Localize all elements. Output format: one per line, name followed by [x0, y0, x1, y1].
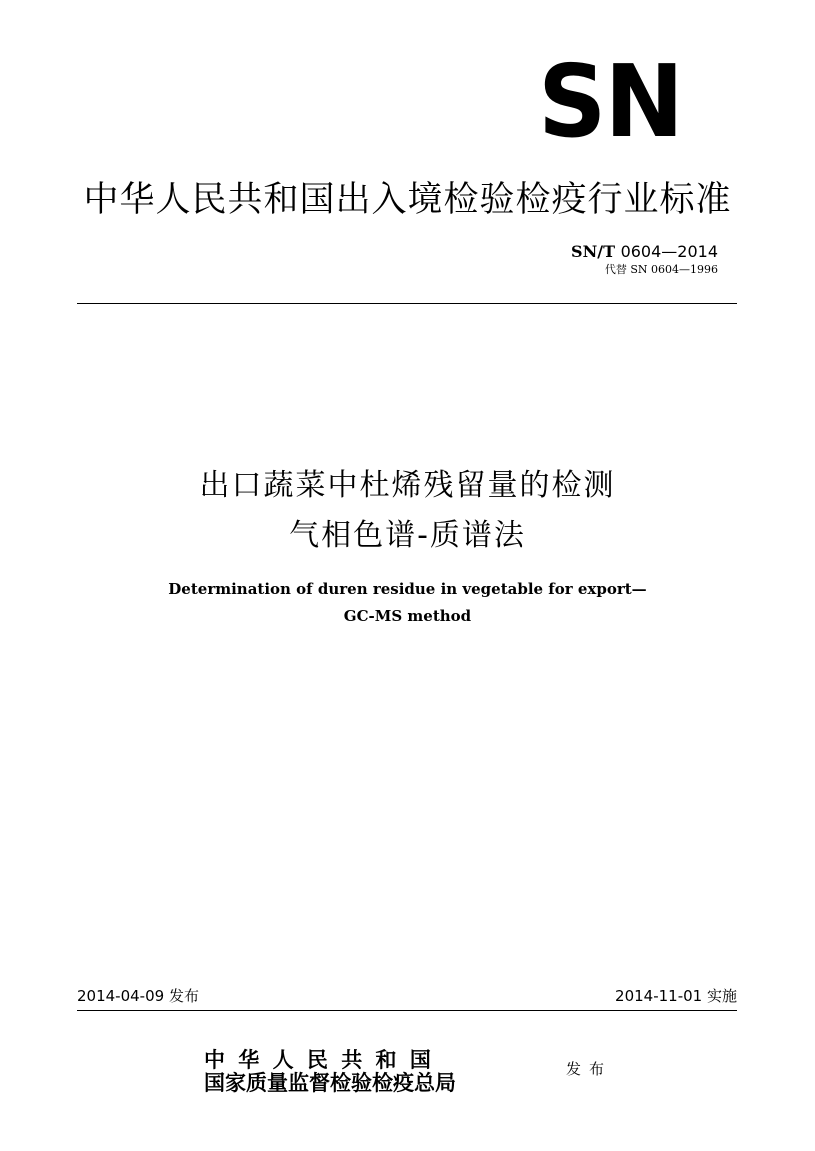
title-cn-line1: 出口蔬菜中杜烯残留量的检测: [199, 468, 616, 503]
replaces-note: 代替 SN 0604—1996: [604, 263, 718, 276]
sn-logo: SN: [538, 43, 683, 160]
issue-date: 2014-04-09 发布: [77, 987, 199, 1005]
issuer-line2: 国家质量监督检验检疫总局: [204, 1070, 456, 1095]
footer-divider: [77, 1010, 737, 1011]
issue-word: 发布: [566, 1060, 613, 1078]
standard-number: [571, 242, 718, 261]
issuer-line1: 中 华 人 民 共 和 国: [204, 1047, 434, 1072]
implement-date: 2014-11-01 实施: [615, 987, 737, 1005]
standard-number-value: 0604—2014: [620, 242, 718, 261]
org-title: 中华人民共和国出入境检验检疫行业标准: [83, 180, 732, 220]
standard-prefix: SN/T: [571, 242, 615, 261]
title-cn-line2: 气相色谱-质谱法: [289, 518, 526, 553]
header-divider: [77, 303, 737, 304]
title-en-line2: GC-MS method: [343, 607, 472, 625]
title-en-line1: Determination of duren residue in vegetable for export—: [168, 580, 647, 598]
